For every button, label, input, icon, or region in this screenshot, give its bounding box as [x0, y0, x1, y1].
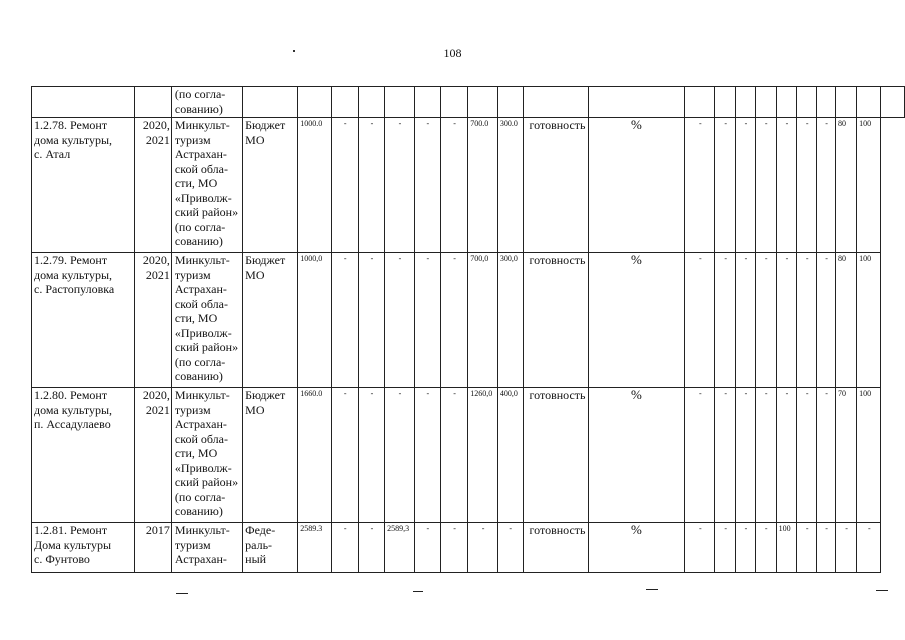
name-cell-line: с. Растопуловка: [34, 282, 115, 296]
empty-cell: [817, 87, 836, 118]
name-cell: [32, 253, 135, 388]
executor-cell-line: ской обла-: [174, 431, 228, 446]
executor-cell-line: Минкульт-: [174, 523, 230, 537]
table-row: [32, 253, 905, 388]
name-cell-line: с. Атал: [34, 147, 71, 161]
executor-cell-line: ский район»: [174, 340, 239, 354]
indicator-value-cell: -: [797, 388, 817, 523]
name-cell-line: Дома культуры: [34, 537, 112, 552]
table-row-continuation: [32, 87, 905, 118]
name-cell: [32, 523, 135, 573]
name-cell: [32, 87, 135, 118]
indicator-value-cell: -: [685, 523, 715, 573]
executor-cell-line: Астрахан-: [174, 417, 227, 431]
executor-cell: [171, 523, 242, 573]
unit-cell: %: [588, 118, 685, 253]
years-cell-line: 2021: [145, 267, 170, 282]
name-cell-line: с. Фунтово: [34, 552, 90, 566]
funding-cell: 1000.0: [298, 118, 331, 253]
funding-cell: -: [358, 118, 384, 253]
executor-cell-line: (по согла-: [174, 87, 226, 101]
funding-cell: -: [331, 253, 358, 388]
funding-cell: -: [414, 253, 440, 388]
funding-cell: -: [358, 388, 384, 523]
name-cell-line: 1.2.79. Ремонт: [34, 253, 108, 267]
years-cell-line: 2017: [145, 523, 170, 537]
years-cell: [135, 388, 172, 523]
years-cell-line: 2021: [145, 402, 170, 417]
indicator-value-cell: -: [736, 388, 756, 523]
funding-cell: -: [331, 523, 358, 573]
footer-mark: [176, 593, 188, 594]
empty-cell: [715, 87, 736, 118]
executor-cell-line: сованию): [174, 101, 223, 116]
executor-cell-line: Астрахан-: [174, 552, 227, 566]
source-cell-line: Бюджет: [245, 118, 286, 132]
empty-cell: [881, 87, 905, 118]
source-cell-line: МО: [245, 267, 265, 282]
empty-cell: [331, 87, 358, 118]
indicator-value-cell: -: [715, 523, 736, 573]
executor-cell-line: (по согла-: [174, 489, 226, 504]
source-cell-line: МО: [245, 132, 265, 147]
funding-cell: 1260,0: [468, 388, 498, 523]
indicator-value-cell: -: [776, 118, 797, 253]
scan-speck: [293, 50, 295, 52]
empty-cell: [797, 87, 817, 118]
executor-cell-line: туризм: [174, 402, 211, 417]
executor-cell: [171, 87, 242, 118]
years-cell: [135, 87, 172, 118]
unit-cell: %: [588, 523, 685, 573]
empty-cell: [414, 87, 440, 118]
funding-cell: -: [385, 253, 415, 388]
empty-cell: [468, 87, 498, 118]
indicator-value-cell: -: [755, 253, 776, 388]
funding-cell: -: [331, 388, 358, 523]
funding-cell: 2589,3: [385, 523, 415, 573]
funding-cell: -: [497, 523, 523, 573]
indicator-value-cell: -: [715, 118, 736, 253]
table-row: [32, 523, 905, 573]
executor-cell-line: ский район»: [174, 205, 239, 219]
footer-mark: [646, 589, 658, 590]
name-cell-line: дома культуры,: [34, 132, 112, 147]
executor-cell: [171, 253, 242, 388]
indicator-value-cell: -: [835, 523, 856, 573]
years-cell-line: 2020,: [142, 253, 170, 267]
years-cell: [135, 253, 172, 388]
footer-mark: [876, 590, 888, 591]
funding-cell: -: [441, 388, 468, 523]
indicator-value-cell: -: [685, 253, 715, 388]
indicator-value-cell: -: [817, 253, 836, 388]
name-cell-line: дома культуры,: [34, 267, 112, 282]
indicator-value-cell: -: [797, 253, 817, 388]
indicator-value-cell: -: [755, 388, 776, 523]
source-cell: [243, 388, 298, 523]
executor-cell-line: «Приволж-: [174, 190, 232, 205]
empty-cell: [588, 87, 685, 118]
indicator-value-cell: -: [755, 118, 776, 253]
executor-cell-line: ской обла-: [174, 161, 228, 176]
indicator-cell: готовность: [523, 523, 588, 573]
source-cell-line: МО: [245, 402, 265, 417]
funding-cell: 700.0: [468, 118, 498, 253]
indicator-value-cell: 80: [835, 118, 856, 253]
source-cell: [243, 523, 298, 573]
empty-cell: [857, 87, 881, 118]
executor-cell-line: Астрахан-: [174, 147, 227, 161]
indicator-cell: готовность: [523, 388, 588, 523]
indicator-value-cell: -: [776, 388, 797, 523]
funding-cell: -: [414, 118, 440, 253]
indicator-value-cell: -: [685, 388, 715, 523]
indicator-value-cell: 100: [857, 388, 881, 523]
table-row: [32, 118, 905, 253]
executor-cell-line: Минкульт-: [174, 253, 230, 267]
source-cell-line: ный: [245, 552, 267, 566]
funding-cell: -: [414, 388, 440, 523]
source-cell-line: Бюджет: [245, 388, 286, 402]
indicator-value-cell: -: [755, 523, 776, 573]
executor-cell-line: ский район»: [174, 475, 239, 489]
unit-cell: %: [588, 253, 685, 388]
funding-cell: 300,0: [497, 253, 523, 388]
empty-cell: [685, 87, 715, 118]
funding-cell: -: [385, 388, 415, 523]
years-cell-line: 2020,: [142, 118, 170, 132]
funding-cell: -: [414, 523, 440, 573]
empty-cell: [835, 87, 856, 118]
funding-cell: -: [441, 253, 468, 388]
name-cell-line: дома культуры,: [34, 402, 112, 417]
years-cell: [135, 523, 172, 573]
executor-cell-line: сованию): [174, 369, 223, 383]
funding-cell: -: [331, 118, 358, 253]
executor-cell-line: «Приволж-: [174, 460, 232, 475]
funding-cell: -: [468, 523, 498, 573]
empty-cell: [358, 87, 384, 118]
indicator-value-cell: -: [857, 523, 881, 573]
unit-cell: %: [588, 388, 685, 523]
executor-cell: [171, 118, 242, 253]
executor-cell-line: Астрахан-: [174, 282, 227, 296]
empty-cell: [298, 87, 331, 118]
indicator-value-cell: -: [817, 388, 836, 523]
indicator-value-cell: -: [776, 253, 797, 388]
funding-cell: 1660.0: [298, 388, 331, 523]
empty-cell: [243, 87, 298, 118]
source-cell: [243, 118, 298, 253]
executor-cell-line: (по согла-: [174, 354, 226, 369]
table-row: [32, 388, 905, 523]
source-cell-line: Бюджет: [245, 253, 286, 267]
name-cell-line: п. Ассадулаево: [34, 417, 111, 431]
executor-cell-line: сованию): [174, 234, 223, 248]
name-cell-line: 1.2.81. Ремонт: [34, 523, 108, 537]
indicator-value-cell: 80: [835, 253, 856, 388]
years-cell-line: 2021: [145, 132, 170, 147]
source-cell: [243, 253, 298, 388]
name-cell-line: 1.2.80. Ремонт: [34, 388, 108, 402]
empty-cell: [441, 87, 468, 118]
indicator-value-cell: -: [797, 118, 817, 253]
funding-cell: -: [441, 118, 468, 253]
funding-cell: 300.0: [497, 118, 523, 253]
name-cell-line: 1.2.78. Ремонт: [34, 118, 108, 132]
indicator-value-cell: -: [715, 388, 736, 523]
name-cell: [32, 388, 135, 523]
indicator-value-cell: 100: [857, 118, 881, 253]
indicator-value-cell: 100: [857, 253, 881, 388]
indicator-value-cell: -: [736, 253, 756, 388]
years-cell: [135, 118, 172, 253]
funding-cell: 2589.3: [298, 523, 331, 573]
empty-cell: [385, 87, 415, 118]
funding-cell: -: [385, 118, 415, 253]
empty-cell: [736, 87, 756, 118]
executor-cell-line: туризм: [174, 267, 211, 282]
executor-cell: [171, 388, 242, 523]
executor-cell-line: сти, МО: [174, 311, 218, 325]
indicator-value-cell: -: [685, 118, 715, 253]
empty-cell: [776, 87, 797, 118]
executor-cell-line: ской обла-: [174, 296, 228, 311]
funding-cell: -: [441, 523, 468, 573]
executor-cell-line: сованию): [174, 504, 223, 518]
executor-cell-line: туризм: [174, 537, 211, 552]
indicator-value-cell: -: [817, 523, 836, 573]
years-cell-line: 2020,: [142, 388, 170, 402]
executor-cell-line: сти, МО: [174, 446, 218, 460]
indicator-cell: готовность: [523, 253, 588, 388]
funding-cell: -: [358, 253, 384, 388]
indicator-value-cell: -: [715, 253, 736, 388]
executor-cell-line: Минкульт-: [174, 118, 230, 132]
indicator-value-cell: 100: [776, 523, 797, 573]
executor-cell-line: сти, МО: [174, 176, 218, 190]
executor-cell-line: «Приволж-: [174, 325, 232, 340]
indicator-value-cell: -: [736, 118, 756, 253]
empty-cell: [755, 87, 776, 118]
executor-cell-line: Минкульт-: [174, 388, 230, 402]
executor-cell-line: туризм: [174, 132, 211, 147]
indicator-value-cell: -: [736, 523, 756, 573]
funding-cell: 400,0: [497, 388, 523, 523]
indicator-value-cell: -: [817, 118, 836, 253]
page-number: 108: [443, 46, 462, 60]
funding-cell: 700,0: [468, 253, 498, 388]
indicator-cell: готовность: [523, 118, 588, 253]
source-cell-line: Феде-: [245, 523, 276, 537]
indicator-value-cell: 70: [835, 388, 856, 523]
indicator-value-cell: -: [797, 523, 817, 573]
executor-cell-line: (по согла-: [174, 219, 226, 234]
name-cell: [32, 118, 135, 253]
source-cell-line: раль-: [245, 537, 273, 552]
empty-cell: [523, 87, 588, 118]
empty-cell: [497, 87, 523, 118]
funding-cell: 1000,0: [298, 253, 331, 388]
program-table: [31, 86, 905, 573]
footer-mark: [413, 591, 423, 592]
funding-cell: -: [358, 523, 384, 573]
